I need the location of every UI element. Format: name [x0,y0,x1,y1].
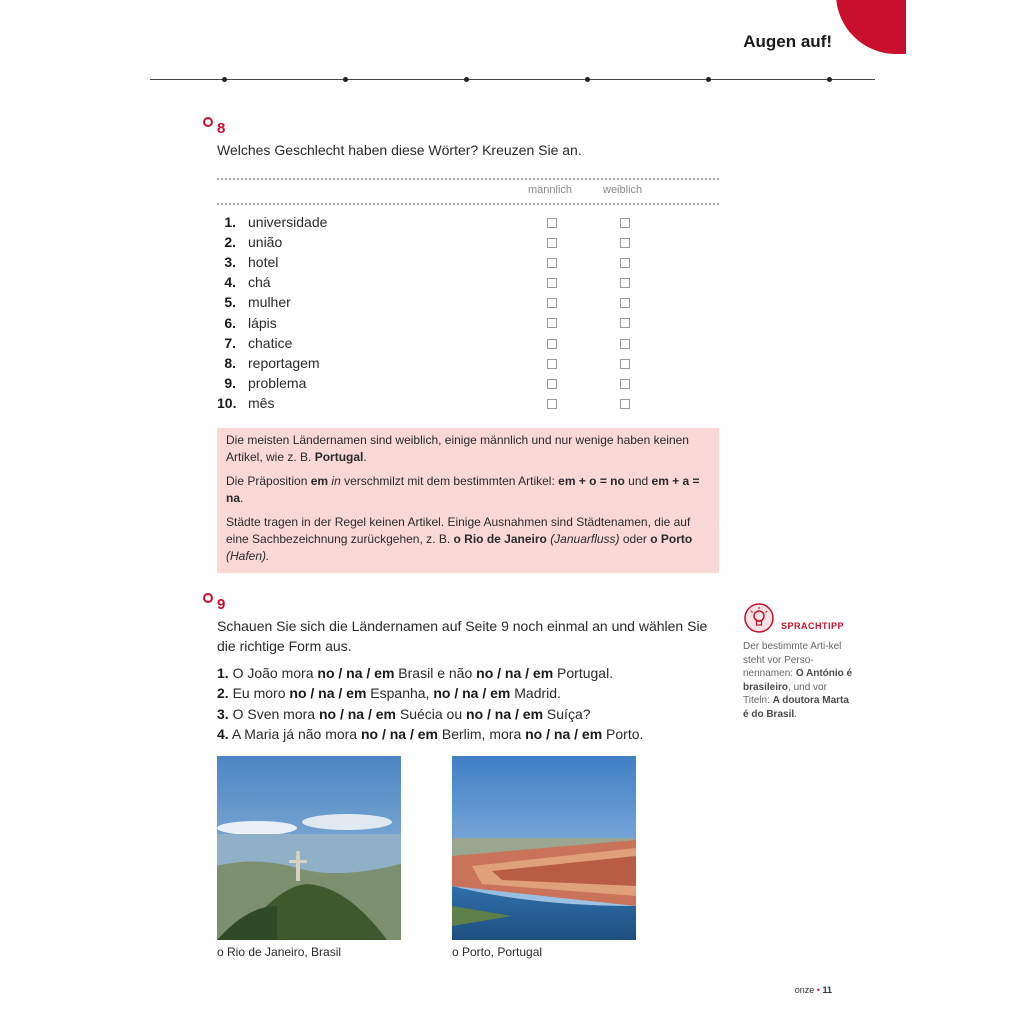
word: chatice [248,334,293,351]
choice-options[interactable]: no / na / em [433,685,511,702]
feminine-checkbox[interactable] [620,238,630,248]
infobox-bold: o Porto [650,532,693,546]
word: mês [248,394,275,411]
page-title: Augen auf! [743,32,832,51]
tip-bold: O António é brasileiro [743,668,853,693]
rule-dot [222,77,227,82]
infobox-text: Die Präposition [226,474,311,488]
word-row [217,312,657,332]
rule-dot [464,77,469,82]
lightbulb-icon [744,603,774,633]
word: universidade [248,214,328,231]
choice-options[interactable]: no / na / em [476,665,554,681]
dotted-divider [217,178,719,180]
item-number: 6. [224,314,236,331]
word-row [217,232,657,252]
rio-photo [217,756,401,940]
infobox-text: verschmilzt mit dem bestimmten Artikel: [340,474,559,488]
page-number: 11 [822,985,832,995]
infobox-text: oder [619,532,651,546]
sentence-text: Suíça? [543,705,591,722]
infobox-paragraph [226,514,710,565]
choice-options[interactable]: no / na / em [525,725,603,742]
masculine-checkbox[interactable] [547,379,557,389]
grammar-infobox [217,428,719,573]
infobox-text: Städte tragen in der Regel keinen Artikel. Einige Ausnahmen sind Städtenamen, die auf eine Sachbezeichnung zurückgehen, z. B. [226,515,691,546]
sentence-text: O João mora [232,665,318,681]
item-number: 4. [224,274,236,291]
page-footer [795,985,832,995]
infobox-italic: (Januarfluss) [550,532,620,546]
infobox-text: . [240,491,244,505]
masculine-checkbox[interactable] [547,238,557,248]
word-row [217,272,657,292]
word-list [217,212,657,413]
sentence-text: Espanha, [366,685,434,702]
word-row [217,252,657,272]
masculine-checkbox[interactable] [547,339,557,349]
word: hotel [248,254,279,271]
masculine-checkbox[interactable] [547,359,557,369]
item-number: 1. [217,665,229,681]
sentence-text: O Sven mora [232,705,319,722]
choice-options[interactable]: no / na / em [318,705,396,722]
infobox-bold: em [310,474,329,488]
masculine-checkbox[interactable] [547,399,557,409]
tip-text-part: Der bestimmte Arti-kel steht vor Perso-nennamen: [743,641,842,679]
rule-dot [343,77,348,82]
choice-options[interactable]: no / na / em [289,685,367,702]
word-row [217,333,657,353]
feminine-checkbox[interactable] [620,399,630,409]
word-row [217,212,657,232]
feminine-checkbox[interactable] [620,359,630,369]
dotted-divider [217,203,719,205]
feminine-checkbox[interactable] [620,258,630,268]
sentence-text: Brasil e não [394,665,477,681]
exercise-8-number: 8 [217,120,226,137]
sentence-text: Porto. [602,725,644,742]
sentence [217,704,643,724]
tip-text-part: , und vor Titeln: [743,681,827,706]
infobox-italic: (Hafen). [226,549,270,563]
infobox-italic: in [331,474,341,488]
exercise-ring-icon [203,117,213,127]
porto-photo [452,756,636,940]
sentence-text: A Maria já não mora [231,725,361,742]
word-row [217,292,657,312]
item-number: 7. [224,334,236,351]
item-number: 1. [224,214,236,231]
footer-bullet: • [816,985,820,995]
masculine-checkbox[interactable] [547,278,557,288]
masculine-checkbox[interactable] [547,258,557,268]
sentence [217,683,643,703]
rio-caption: o Rio de Janeiro, Brasil [217,945,342,959]
choice-options[interactable]: no / na / em [360,725,438,742]
masculine-checkbox[interactable] [547,218,557,228]
tip-label: SPRACHTIPP [781,621,845,631]
word: mulher [248,294,291,311]
column-header-masculine: männlich [528,184,573,196]
sentence-text: Berlim, mora [438,725,526,742]
word-row [217,373,657,393]
tip-text [743,640,855,721]
porto-caption: o Porto, Portugal [452,945,543,959]
feminine-checkbox[interactable] [620,218,630,228]
header-rule [150,79,875,80]
word: problema [248,374,307,391]
item-number: 2. [217,685,229,702]
infobox-paragraph [226,473,710,507]
word-row [217,393,657,413]
item-number: 3. [217,705,229,722]
item-number: 8. [224,354,236,371]
item-number: 10. [217,394,237,411]
sentence-text: Madrid. [510,685,561,702]
exercise-9-instruction: Schauen Sie sich die Ländernamen auf Seite 9 noch einmal an und wählen Sie die richtige Form aus. [217,618,708,654]
sentence-text: Portugal. [553,665,614,681]
chapter-tab [836,0,906,54]
exercise-8-instruction: Welches Geschlecht haben diese Wörter? Kreuzen Sie an. [217,142,582,158]
infobox-text: . [363,450,367,464]
infobox-bold: o Rio de Janeiro [453,532,547,546]
tip-text-part: . [794,708,797,720]
item-number: 9. [224,374,236,391]
infobox-paragraph [226,432,710,466]
masculine-checkbox[interactable] [547,318,557,328]
word: reportagem [248,354,320,371]
feminine-checkbox[interactable] [620,339,630,349]
item-number: 4. [217,725,229,742]
item-number: 5. [224,294,236,311]
infobox-text: Die meisten Ländernamen sind weiblich, einige männlich und nur wenige haben keinen Artikel, wie z. B. [226,433,689,464]
word: chá [248,274,271,291]
infobox-bold: Portugal [314,450,364,464]
infobox-bold: em + a = na [226,474,700,505]
choice-options[interactable]: no / na / em [317,665,395,681]
sentence [217,724,643,744]
rule-dot [706,77,711,82]
sentence [217,663,643,683]
sentence-list [217,663,643,744]
feminine-checkbox[interactable] [620,379,630,389]
choice-options[interactable]: no / na / em [466,705,544,722]
masculine-checkbox[interactable] [547,298,557,308]
word: união [248,234,283,251]
item-number: 2. [224,234,236,251]
rule-dot [827,77,832,82]
word-row [217,353,657,373]
exercise-ring-icon [203,593,213,603]
tip-bold: A doutora Marta é do Brasil [743,695,849,720]
item-number: 3. [224,254,236,271]
feminine-checkbox[interactable] [620,278,630,288]
sentence-text: Suécia ou [395,705,467,722]
rule-dot [585,77,590,82]
page-word: onze [794,985,815,995]
exercise-9-number: 9 [217,596,226,613]
infobox-bold: em + o = no [558,474,625,488]
column-header-feminine: weiblich [603,184,643,196]
word: lápis [248,314,277,331]
sentence-text: Eu moro [232,685,290,702]
feminine-checkbox[interactable] [620,298,630,308]
infobox-text: und [624,474,652,488]
feminine-checkbox[interactable] [620,318,630,328]
